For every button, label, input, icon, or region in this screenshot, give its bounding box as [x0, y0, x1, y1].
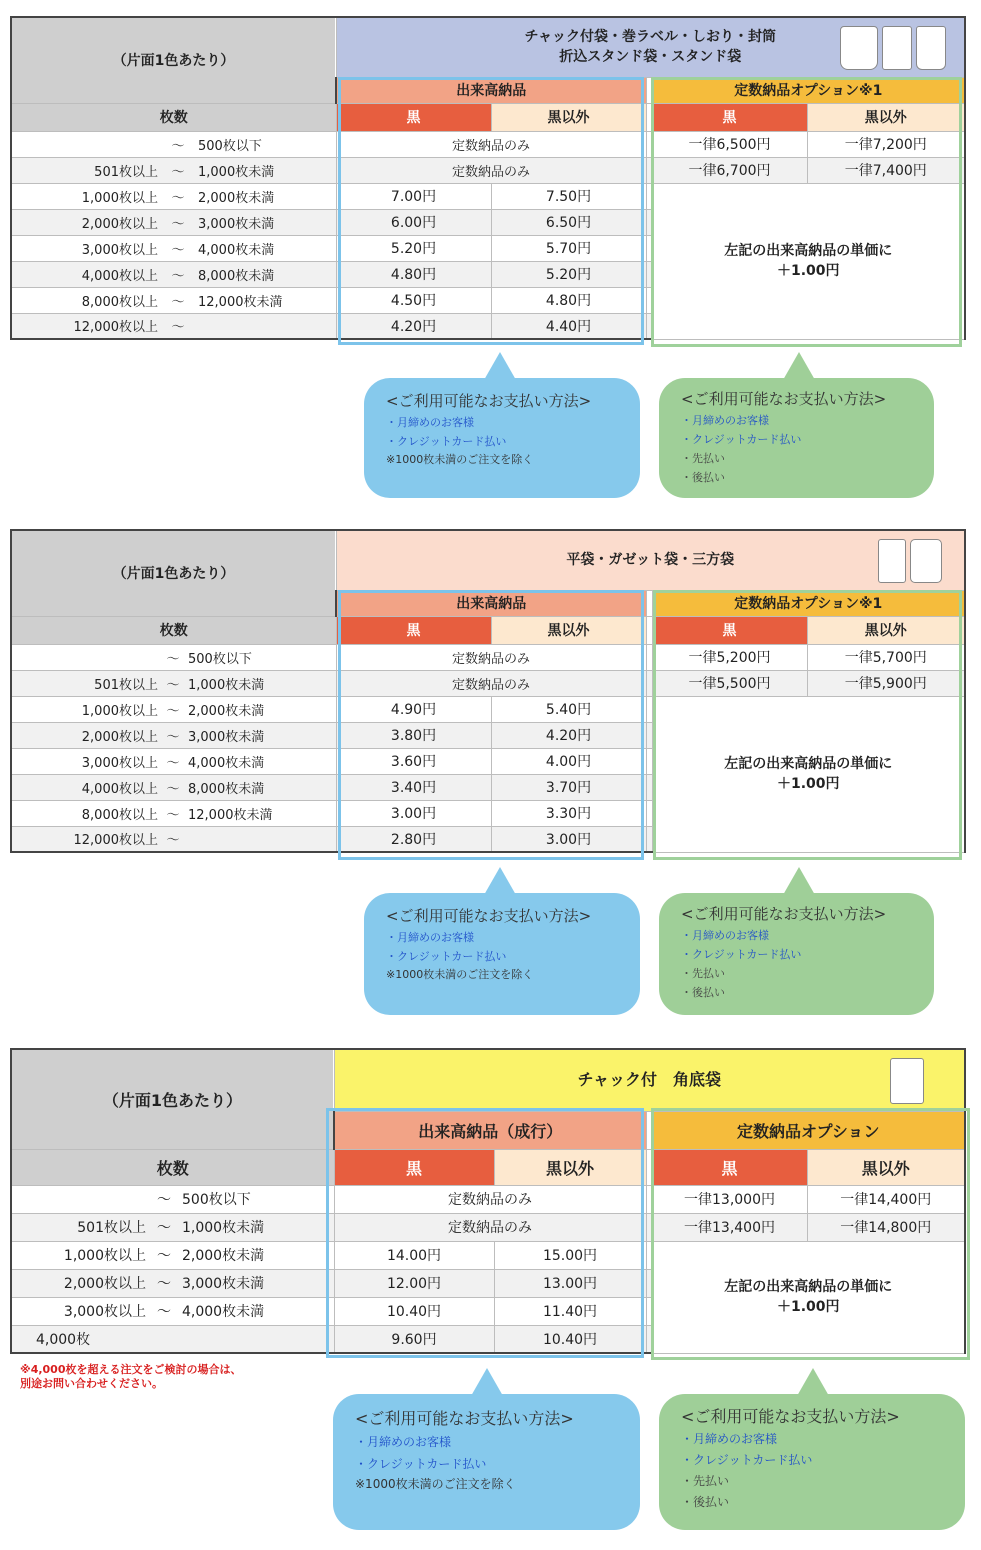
qty-tilde: ～ [166, 651, 180, 667]
col-other: 黒以外 [491, 616, 646, 644]
qty-range [11, 644, 336, 670]
qty-to: 4,000枚未満 [182, 1304, 265, 1320]
table-row [11, 1185, 965, 1213]
fixed-other: 一律7,400円 [807, 157, 965, 183]
plus-note-line-1: 左記の出来高納品の単価に [724, 1279, 893, 1295]
qty-tilde: ～ [166, 833, 180, 849]
group-header-teisu: 定数納品オプション [652, 1111, 965, 1149]
qty-range [11, 800, 336, 826]
price-other: 5.20円 [491, 261, 646, 287]
fixed-other: 一律7,200円 [807, 131, 965, 157]
payment-item: ・後払い [681, 471, 725, 484]
standup-bag-icon [840, 26, 878, 70]
col-black: 黒 [652, 1149, 807, 1185]
col-black: 黒 [336, 103, 491, 131]
payment-item: ・先払い [681, 1474, 730, 1488]
price-other: 11.40円 [494, 1297, 646, 1325]
qty-range [11, 1297, 334, 1325]
col-black: 黒 [652, 103, 807, 131]
payment-bubble-deki [364, 378, 640, 498]
qty-to: 1,000枚未満 [188, 677, 265, 693]
product-title-line-2: 折込スタンド袋・スタンド袋 [559, 49, 742, 66]
payment-bubble-deki [333, 1394, 640, 1530]
price-other: 4.80円 [491, 287, 646, 313]
payment-note: ※1000枚未満のご注文を除く [355, 1477, 516, 1491]
qty-from: 3,000枚以上 [63, 1304, 146, 1320]
teisu-only-cell: 定数納品のみ [336, 644, 646, 670]
col-other: 黒以外 [807, 103, 965, 131]
price-other: 13.00円 [494, 1269, 646, 1297]
qty-from: 4,000枚以上 [81, 268, 158, 284]
payment-item: ・クレジットカード払い [386, 950, 507, 963]
gusset-bag-icon [882, 26, 912, 70]
payment-bubble-teisu [659, 378, 934, 498]
payment-bubble-teisu [659, 893, 934, 1015]
bubble-tip [783, 867, 815, 895]
payment-title: <ご利用可能なお支払い方法> [681, 1407, 900, 1426]
price-other: 4.00円 [491, 748, 646, 774]
teisu-only-cell: 定数納品のみ [336, 157, 646, 183]
qty-range [11, 1325, 334, 1353]
payment-title: <ご利用可能なお支払い方法> [355, 1409, 574, 1428]
product-title [336, 17, 965, 77]
qty-to: 500枚以下 [188, 651, 252, 667]
table-row [11, 696, 965, 722]
qty-tilde: ～ [171, 216, 185, 232]
qty-to: 12,000枚未満 [198, 294, 283, 310]
price-other: 3.30円 [491, 800, 646, 826]
qty-from: 4,000枚以上 [81, 781, 158, 797]
payment-item: ・クレジットカード払い [386, 435, 507, 448]
bag-icons [840, 26, 946, 70]
payment-item: ・クレジットカード払い [681, 433, 802, 446]
qty-from: 1,000枚以上 [63, 1248, 146, 1264]
plus-note-line-2: ＋1.00円 [776, 1299, 840, 1315]
square-bottom-bag-icon [890, 1058, 924, 1104]
price-black: 4.80円 [336, 261, 491, 287]
roll-bag-icon [878, 539, 906, 583]
bubble-tip [797, 1368, 829, 1396]
price-table-2 [10, 529, 966, 853]
qty-range [11, 235, 336, 261]
qty-from: 2,000枚以上 [81, 729, 158, 745]
plus-note-line-1: 左記の出来高納品の単価に [724, 243, 893, 259]
footnote-line-1: ※4,000枚を超える注文をご検討の場合は、 [20, 1363, 242, 1376]
fixed-other: 一律14,800円 [807, 1213, 965, 1241]
qty-range [11, 131, 336, 157]
col-other: 黒以外 [491, 103, 646, 131]
qty-to: 3,000枚未満 [188, 729, 265, 745]
qty-range [11, 1185, 334, 1213]
payment-item: ・先払い [681, 967, 725, 980]
payment-item: ・月締めのお客様 [386, 931, 474, 944]
col-other: 黒以外 [494, 1149, 646, 1185]
price-black: 14.00円 [334, 1241, 494, 1269]
qty-tilde: ～ [171, 320, 185, 336]
qty-to: 12,000枚未満 [188, 807, 273, 823]
price-black: 3.80円 [336, 722, 491, 748]
payment-item: ・月締めのお客様 [386, 416, 474, 429]
payment-item: ・クレジットカード払い [355, 1457, 487, 1471]
qty-to: 4,000枚未満 [188, 755, 265, 771]
price-black: 7.00円 [336, 183, 491, 209]
plus-note [652, 696, 965, 852]
teisu-only-cell: 定数納品のみ [336, 670, 646, 696]
payment-title: <ご利用可能なお支払い方法> [681, 390, 887, 408]
col-black: 黒 [334, 1149, 494, 1185]
col-other: 黒以外 [807, 616, 965, 644]
qty-tilde: ～ [157, 1276, 171, 1292]
table-row [11, 644, 965, 670]
qty-from: 501枚以上 [77, 1220, 146, 1236]
price-other: 5.70円 [491, 235, 646, 261]
qty-tilde: ～ [166, 729, 180, 745]
qty-header: 枚数 [11, 616, 336, 644]
qty-range [11, 722, 336, 748]
price-other: 4.20円 [491, 722, 646, 748]
qty-to: 3,000枚未満 [182, 1276, 265, 1292]
qty-to: 8,000枚未満 [198, 268, 275, 284]
fixed-black: 一律6,500円 [652, 131, 807, 157]
flat-bag-icon [910, 539, 942, 583]
price-other: 5.40円 [491, 696, 646, 722]
price-table-3 [10, 1048, 966, 1354]
payment-title: <ご利用可能なお支払い方法> [681, 905, 887, 923]
table-row [11, 670, 965, 696]
fixed-black: 一律5,500円 [652, 670, 807, 696]
payment-title: <ご利用可能なお支払い方法> [386, 907, 592, 925]
product-title-line-1: チャック付袋・巻ラベル・しおり・封筒 [524, 29, 777, 46]
qty-to: 500枚以下 [182, 1192, 251, 1208]
price-black: 3.60円 [336, 748, 491, 774]
qty-range [11, 1269, 334, 1297]
group-header-deki: 出来高納品 [336, 590, 646, 616]
payment-item: ・後払い [681, 1495, 730, 1509]
price-black: 3.00円 [336, 800, 491, 826]
product-title [336, 530, 965, 590]
plus-note [652, 183, 965, 339]
footnote [20, 1363, 242, 1391]
product-title-line-1: チャック付 角底袋 [577, 1070, 722, 1090]
group-header-deki: 出来高納品（成行） [334, 1111, 646, 1149]
fixed-black: 一律6,700円 [652, 157, 807, 183]
price-black: 6.00円 [336, 209, 491, 235]
qty-tilde: ～ [171, 190, 185, 206]
qty-tilde: ～ [157, 1192, 171, 1208]
fixed-other: 一律5,900円 [807, 670, 965, 696]
qty-tilde: ～ [166, 677, 180, 693]
qty-range [11, 670, 336, 696]
qty-from: 8,000枚以上 [81, 807, 158, 823]
qty-tilde: ～ [166, 755, 180, 771]
qty-tilde: ～ [166, 781, 180, 797]
teisu-only-cell: 定数納品のみ [334, 1213, 646, 1241]
plus-note-line-1: 左記の出来高納品の単価に [724, 756, 893, 772]
table-row [11, 1241, 965, 1269]
qty-tilde: ～ [157, 1220, 171, 1236]
price-black: 4.50円 [336, 287, 491, 313]
qty-range [11, 774, 336, 800]
qty-from: 2,000枚以上 [63, 1276, 146, 1292]
col-black: 黒 [336, 616, 491, 644]
price-black: 4.20円 [336, 313, 491, 339]
qty-from: 501枚以上 [94, 677, 158, 693]
plus-note [652, 1241, 965, 1353]
price-black: 2.80円 [336, 826, 491, 852]
payment-item: ・クレジットカード払い [681, 1453, 813, 1467]
bubble-tip [484, 867, 516, 895]
qty-range [11, 261, 336, 287]
bag-icons [878, 539, 942, 583]
qty-range [11, 1213, 334, 1241]
price-other: 4.40円 [491, 313, 646, 339]
bag-icons [890, 1058, 924, 1104]
side-label: （片面1色あたり） [11, 1049, 334, 1149]
price-other: 15.00円 [494, 1241, 646, 1269]
group-header-deki: 出来高納品 [336, 77, 646, 103]
product-title-line-1: 平袋・ガゼット袋・三方袋 [566, 552, 735, 569]
teisu-only-cell: 定数納品のみ [336, 131, 646, 157]
qty-from: 3,000枚以上 [81, 242, 158, 258]
teisu-only-cell: 定数納品のみ [334, 1185, 646, 1213]
qty-header: 枚数 [11, 1149, 334, 1185]
qty-tilde: ～ [166, 703, 180, 719]
qty-to: 1,000枚未満 [182, 1220, 265, 1236]
qty-tilde: ～ [166, 807, 180, 823]
payment-note: ※1000枚未満のご注文を除く [386, 968, 534, 981]
fixed-black: 一律13,400円 [652, 1213, 807, 1241]
zipper-bag-icon [916, 26, 946, 70]
payment-item: ・月締めのお客様 [681, 414, 769, 427]
qty-to: 2,000枚未満 [182, 1248, 265, 1264]
price-black: 5.20円 [336, 235, 491, 261]
qty-from: 501枚以上 [94, 164, 158, 180]
qty-from: 4,000枚 [36, 1331, 91, 1348]
qty-to: 2,000枚未満 [188, 703, 265, 719]
price-table-1 [10, 16, 966, 340]
table-row [11, 131, 965, 157]
qty-tilde: ～ [157, 1248, 171, 1264]
payment-item: ・月締めのお客様 [681, 929, 769, 942]
plus-note-line-2: ＋1.00円 [777, 263, 840, 279]
payment-item: ・先払い [681, 452, 725, 465]
qty-tilde: ～ [171, 242, 185, 258]
qty-to: 4,000枚未満 [198, 242, 275, 258]
payment-item: ・後払い [681, 986, 725, 999]
qty-header: 枚数 [11, 103, 336, 131]
qty-from: 2,000枚以上 [81, 216, 158, 232]
col-other: 黒以外 [807, 1149, 965, 1185]
table-row [11, 157, 965, 183]
price-black: 3.40円 [336, 774, 491, 800]
payment-item: ・月締めのお客様 [355, 1435, 452, 1449]
side-label: （片面1色あたり） [11, 17, 336, 103]
col-black: 黒 [652, 616, 807, 644]
bubble-tip [471, 1368, 503, 1396]
qty-to: 8,000枚未満 [188, 781, 265, 797]
price-other: 3.00円 [491, 826, 646, 852]
table-row [11, 183, 965, 209]
qty-tilde: ～ [157, 1304, 171, 1320]
price-other: 6.50円 [491, 209, 646, 235]
qty-range [11, 183, 336, 209]
table-row [11, 1213, 965, 1241]
price-black: 10.40円 [334, 1297, 494, 1325]
qty-tilde: ～ [171, 294, 185, 310]
qty-tilde: ～ [171, 268, 185, 284]
qty-from: 1,000枚以上 [81, 190, 158, 206]
qty-from: 3,000枚以上 [81, 755, 158, 771]
qty-range [11, 313, 336, 339]
price-black: 9.60円 [334, 1325, 494, 1353]
footnote-line-2: 別途お問い合わせください。 [20, 1377, 163, 1390]
price-other: 7.50円 [491, 183, 646, 209]
bubble-tip [484, 352, 516, 380]
qty-from: 1,000枚以上 [81, 703, 158, 719]
plus-note-line-2: ＋1.00円 [776, 776, 840, 792]
qty-range [11, 209, 336, 235]
payment-bubble-deki [364, 893, 640, 1015]
price-black: 12.00円 [334, 1269, 494, 1297]
qty-tilde: ～ [171, 138, 185, 154]
qty-range [11, 696, 336, 722]
payment-item: ・クレジットカード払い [681, 948, 802, 961]
qty-to: 3,000枚未満 [198, 216, 275, 232]
price-black: 4.90円 [336, 696, 491, 722]
qty-to: 1,000枚未満 [198, 164, 275, 180]
price-other: 10.40円 [494, 1325, 646, 1353]
price-other: 3.70円 [491, 774, 646, 800]
qty-range [11, 287, 336, 313]
group-header-teisu: 定数納品オプション※1 [652, 590, 965, 616]
qty-range [11, 157, 336, 183]
group-header-teisu: 定数納品オプション※1 [652, 77, 965, 103]
qty-from: 8,000枚以上 [81, 294, 158, 310]
payment-note: ※1000枚未満のご注文を除く [386, 453, 534, 466]
qty-range [11, 826, 336, 852]
fixed-black: 一律13,000円 [652, 1185, 807, 1213]
payment-title: <ご利用可能なお支払い方法> [386, 392, 592, 410]
qty-to: 500枚以下 [198, 138, 262, 154]
qty-to: 2,000枚未満 [198, 190, 275, 206]
fixed-other: 一律14,400円 [807, 1185, 965, 1213]
fixed-other: 一律5,700円 [807, 644, 965, 670]
qty-from: 12,000枚以上 [73, 833, 158, 849]
fixed-black: 一律5,200円 [652, 644, 807, 670]
payment-item: ・月締めのお客様 [681, 1432, 778, 1446]
qty-from: 12,000枚以上 [73, 320, 158, 336]
qty-tilde: ～ [171, 164, 185, 180]
qty-range [11, 748, 336, 774]
product-title [334, 1049, 965, 1111]
qty-range [11, 1241, 334, 1269]
side-label: （片面1色あたり） [11, 530, 336, 616]
payment-bubble-teisu [659, 1394, 965, 1530]
bubble-tip [783, 352, 815, 380]
